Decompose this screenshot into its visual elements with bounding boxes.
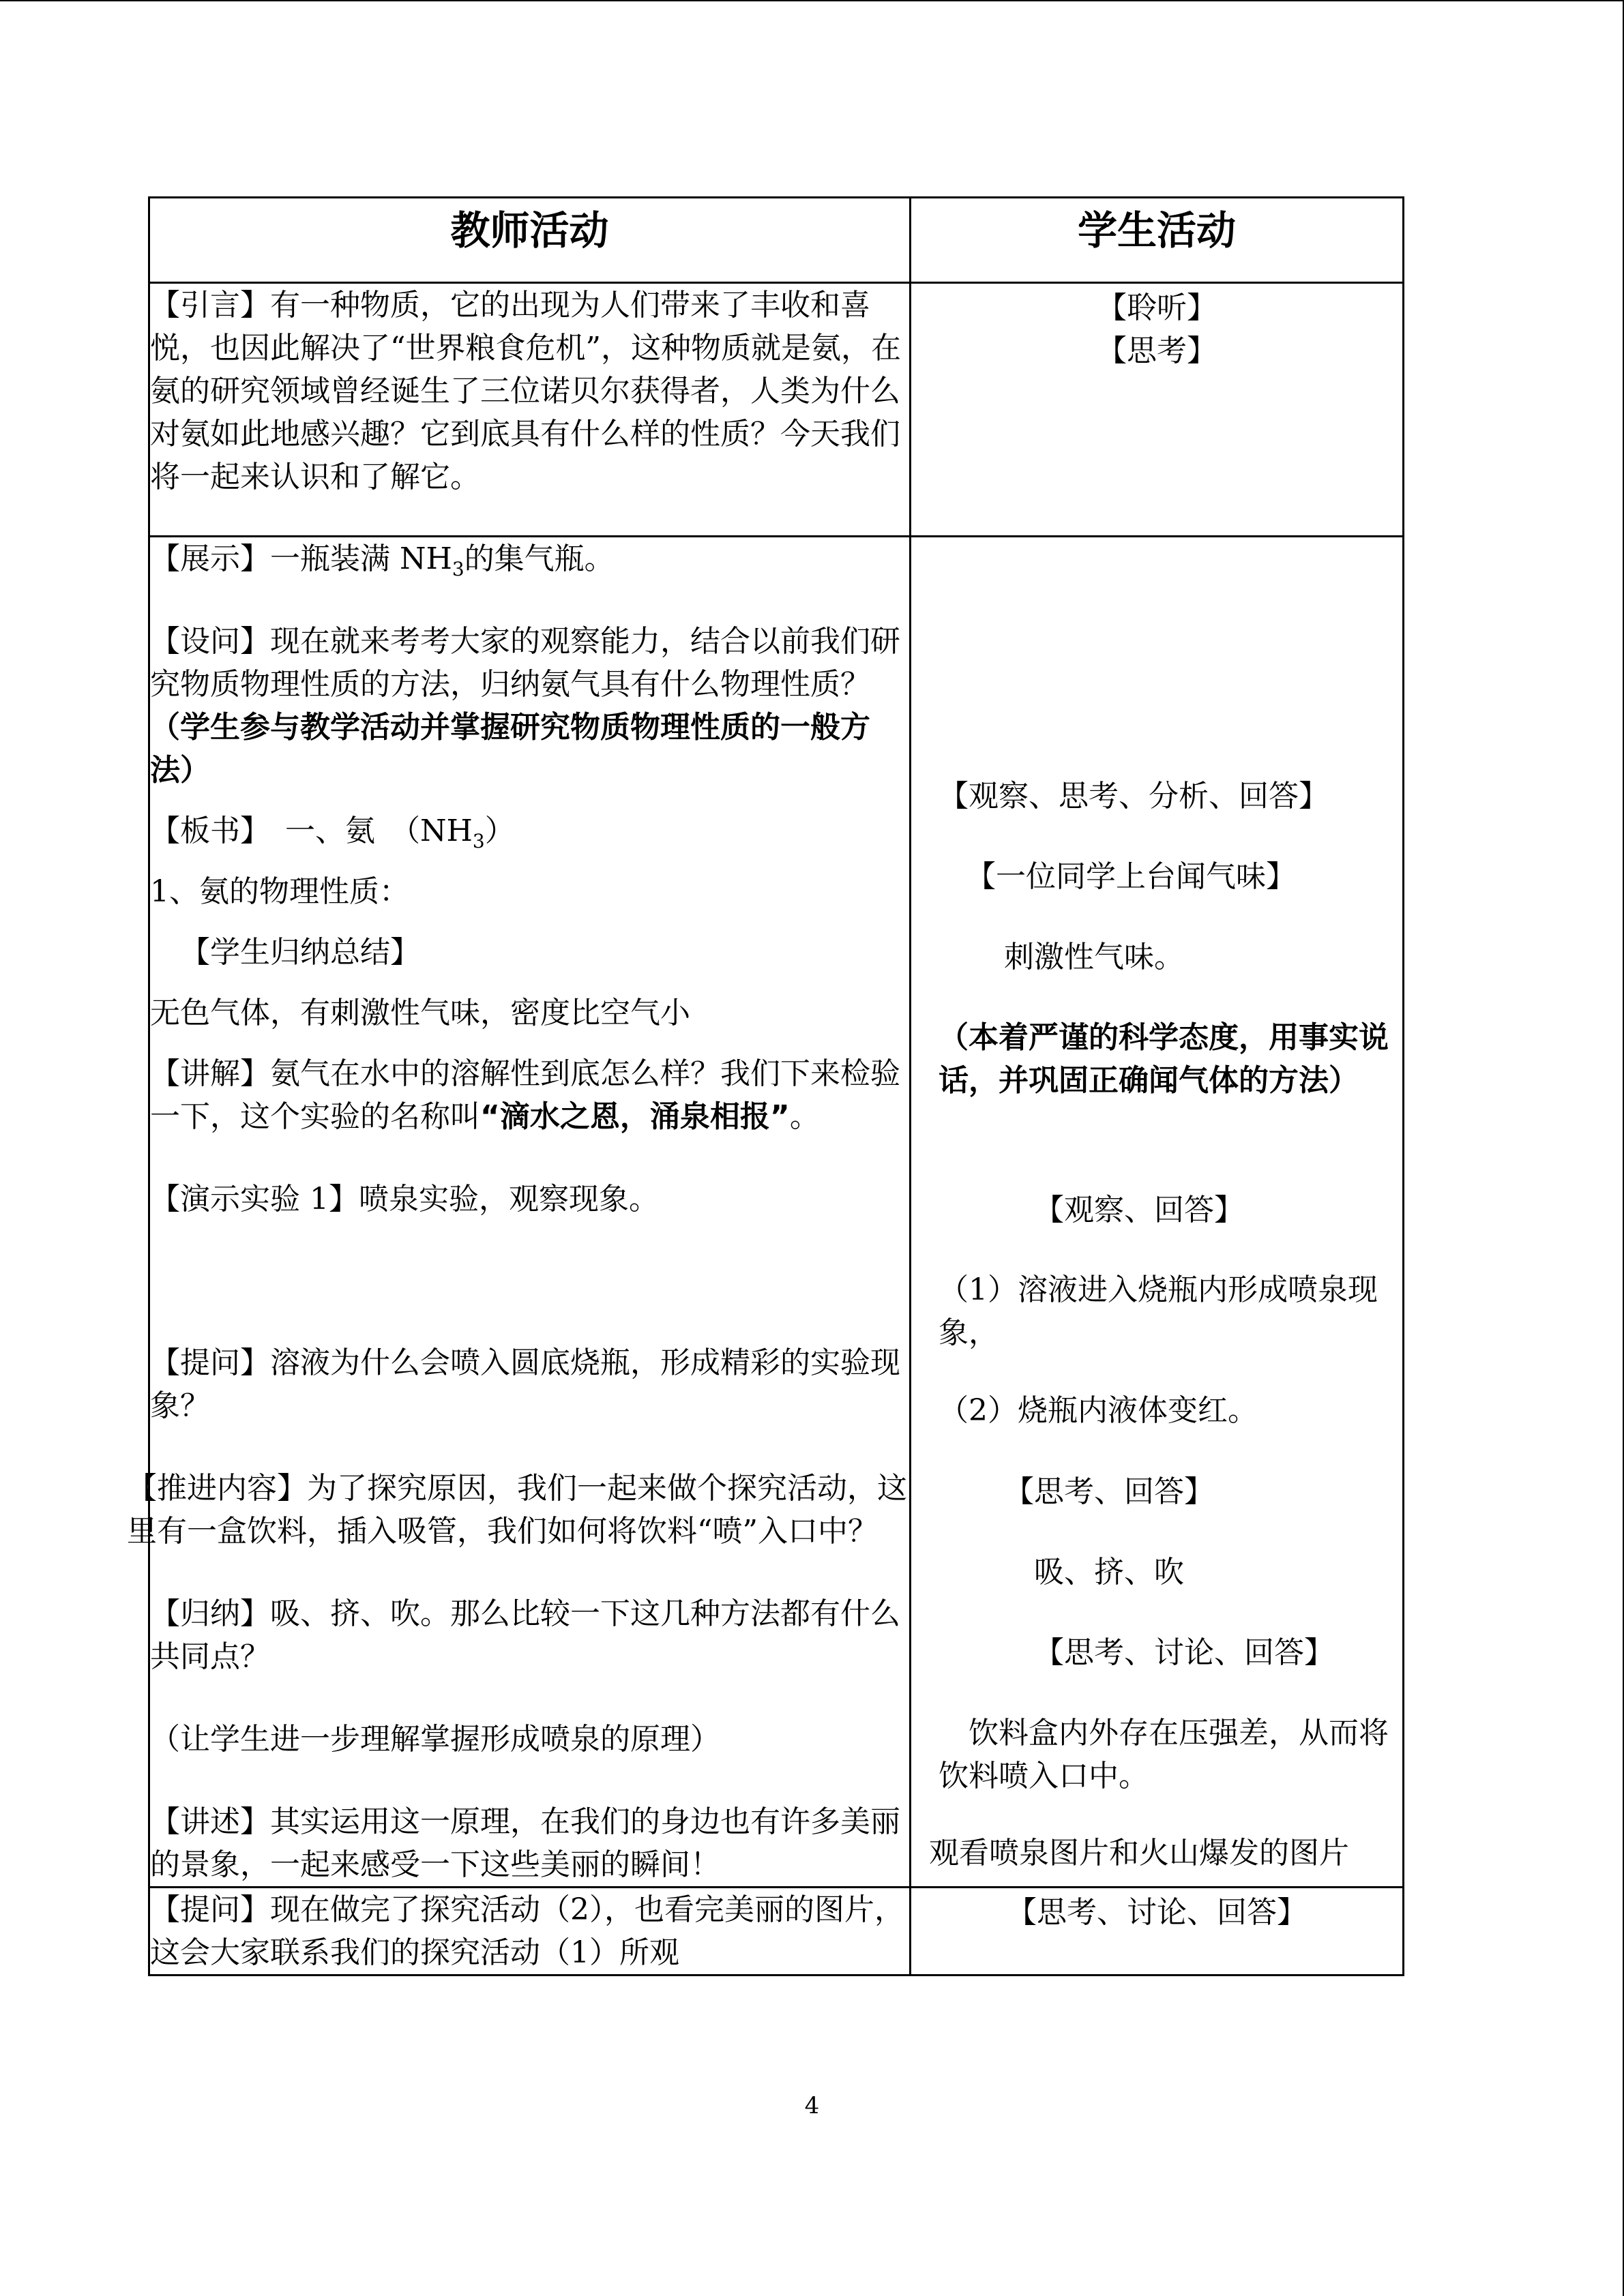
observe-answer: 【观察、回答】 [1034,1193,1244,1227]
table-row [149,1888,1404,1976]
pungent-text: 刺激性气味。 [1004,940,1184,974]
think-answer: 【思考、回答】 [1004,1474,1214,1509]
teacher-cell [127,537,911,1888]
result-2: （2）烧瓶内液体变红。 [939,1393,1258,1428]
ask-text: 【提问】溶液为什么会喷入圆底烧瓶，形成精彩的实验现象？ [150,1345,900,1423]
header-row [149,198,1404,283]
explain-text: 【讲解】氨气在水中的溶解性到底怎么样？我们下来检验一下，这个实验的名称叫“滴水之恩，涌泉相报”。 [150,1056,900,1134]
think-label: 【思考】 [1097,333,1217,368]
student-cell [911,537,1404,1888]
think-discuss-answer: 【思考、讨论、回答】 [1034,1635,1334,1670]
teacher-cell [149,1888,911,1976]
attitude-text: （本着严谨的科学态度，用事实说话，并巩固正确闻气体的方法） [939,1020,1389,1098]
understand-text: （让学生进一步理解掌握形成喷泉的原理） [150,1722,720,1757]
student-summary-label: 【学生归纳总结】 [180,935,420,970]
physical-title: 1、氨的物理性质： [150,874,409,909]
student-cell [911,1888,1404,1976]
result-1: （1）溶液进入烧瓶内形成喷泉现象， [939,1272,1378,1350]
think-discuss-answer: 【思考、讨论、回答】 [1007,1895,1307,1930]
page-number: 4 [804,2092,820,2119]
induce-text: 【归纳】吸、挤、吹。那么比较一下这几种方法都有什么共同点？ [150,1596,900,1674]
watch-text: 观看喷泉图片和火山爆发的图片 [929,1836,1349,1870]
table-row [149,283,1404,537]
page-border-top [0,0,1624,1]
listen-label: 【聆听】 [1097,290,1217,325]
board-text: 【板书】 一、氨 $(NH_3)$ [150,814,515,852]
table-row [149,537,1404,1888]
header-student: 学生活动 [911,198,1404,283]
question-text: 【设问】现在就来考考大家的观察能力，结合以前我们研究物质物理性质的方法，归纳氨气具有什么物理性质？（学生参与教学活动并掌握研究物质物理性质的一般方法） [150,624,900,788]
advance-text: 【推进内容】为了探究原因，我们一起来做个探究活动，这里有一盒饮料，插入吸管，我们如何将饮料“喷”入口中？ [127,1471,907,1549]
display-text: 【展示】一瓶装满 $NH_3$的集气瓶。 [150,541,615,580]
pressure-text: 饮料盒内外存在压强差，从而将饮料喷入口中。 [939,1716,1389,1793]
narrate-text: 【讲述】其实运用这一原理，在我们的身边也有许多美丽的景象，一起来感受一下这些美丽的瞬间！ [150,1804,900,1882]
lesson-table [127,196,1404,1976]
intro-text: 【引言】有一种物质，它的出现为人们带来了丰收和喜悦，也因此解决了“世界粮食危机”，这种物质就是氨，在氨的研究领域曾经诞生了三位诺贝尔获得者，人类为什么对氨如此地感兴趣？它到底具有什么样的性质？今天我们将一起来认识和了解它。 [150,288,901,494]
methods-text: 吸、挤、吹 [1034,1555,1184,1590]
demo-text: 【演示实验 1】喷泉实验，观察现象。 [150,1182,659,1217]
summary-text: 无色气体，有刺激性气味，密度比空气小 [150,996,690,1030]
teacher-cell [149,283,911,537]
smell-label: 【一位同学上台闻气味】 [966,859,1296,894]
observe-analyze-answer: 【观察、思考、分析、回答】 [939,779,1329,814]
student-cell [911,283,1404,537]
header-teacher: 教师活动 [149,198,911,283]
final-question-text: 【提问】现在做完了探究活动（2），也看完美丽的图片，这会大家联系我们的探究活动（1）所观 [150,1892,904,1970]
